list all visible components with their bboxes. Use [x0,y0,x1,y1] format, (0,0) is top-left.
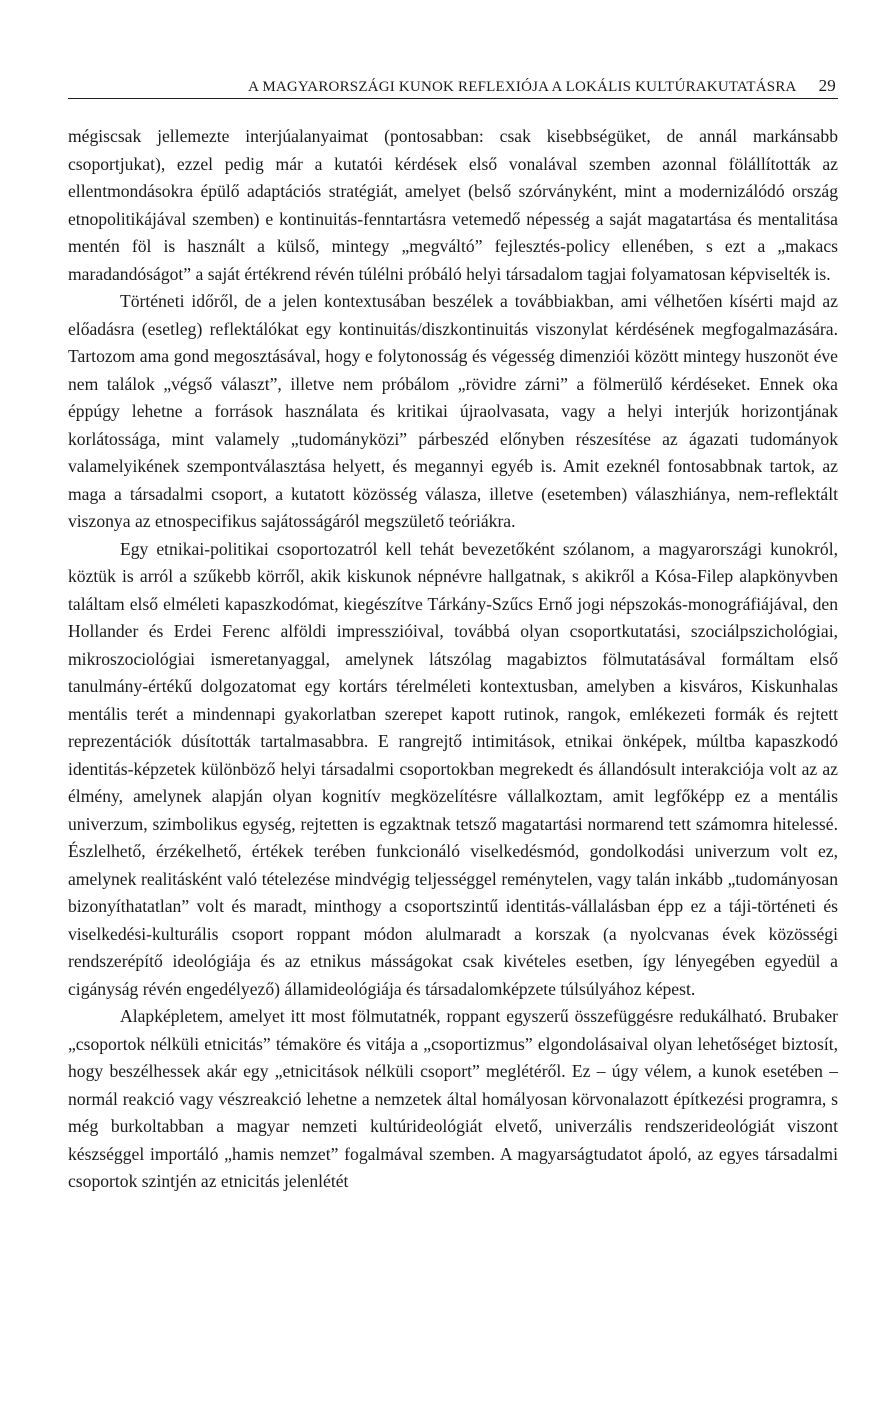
paragraph-ethnic-group: Egy etnikai-politikai csoportozatról kell tehát bevezetőként szólanom, a magyarországi kunokról, köztük is arról a szűkebb körről, akik kiskunok népnévre hallgatnak, s akikről a Kósa-Filep alapkönyvben találtam első elméleti kapaszkodómat, kiegészítve Tárkány-Szűcs Ernő jogi népszokás-monográfiájával, den Hollander és Erdei Ferenc alföldi impresszióival, továbbá olyan csoportkutatási, szociálpszichológiai, mikroszociológiai ismeretanyaggal, amelynek látszólag magabiztos fölmutatásával formáltam első tanulmány-értékű dolgozatomat egy kortárs térelméleti kontextusban, amelyben a kisváros, Kiskunhalas mentális terét a mindennapi gyakorlatban szerepet kapott rutinok, rangok, emlékezeti formák és rejtett reprezentációk dúsították tartalmasabbra. E rangrejtő intimitások, etnikai önképek, múltba kapaszkodó identitás-képzetek különböző helyi társadalmi csoportokban megrekedt és állandósult interakciója volt az az élmény, amelynek alapján olyan kognitív megközelítésre vállalkoztam, amit legfőképp ez a mentális univerzum, szimbolikus egység, rejtetten is egzaktnak tetsző magatartási normarend tett számomra hitelessé. Észlelhető, érzékelhető, értékek terében funkcionáló viselkedésmód, gondolkodási univerzum volt ez, amelynek realitásként való tételezése mindvégig teljességgel reménytelen, vagy talán inkább „tudományosan bizonyíthatatlan” volt és maradt, minthogy a csoportszintű identitás-vállalásban épp ez a táji-történeti és viselkedési-kulturális csoport roppant módon alulmaradt a korszak (a nyolcvanas évek közösségi rendszerépítő ideológiája és az etnikus másságokat csak kivételes esetben, így lényegében egyedül a cigányság révén engedélyező) államideológiája és társadalomképzete túlsúlyához képest. [68,538,838,999]
paragraph-continuation: mégiscsak jellemezte interjúalanyaimat (pontosabban: csak kisebbségüket, de annál markánsabb csoportjukat), ezzel pedig már a kutatói kérdések első vonalával szemben azonnal fölállították az ellentmondásokra épülő adaptációs stratégiát, amelyet (belső szórványként, mint a modernizálódó ország etnopolitikájával szemben) e kontinuitás-fenntartásra vetemedő népesség a saját magatartása és mentalitása mentén föl is használt a külső, mintegy „megváltó” fejlesztés-policy ellenében, s ezt a „makacs maradandóságot” a saját értékrend révén túlélni próbáló helyi társadalom tagjai folyamatosan képviselték is. [68,126,838,284]
body-text [68,123,838,1196]
paragraph-historical-time: Történeti időről, de a jelen kontextusában beszélek a továbbiakban, ami vélhetően kísérti majd az előadásra (esetleg) reflektálókat egy kontinuitás/diszkontinuitás viszonylat kérdésének megfogalmazására. Tartozom ama gond megosztásával, hogy e folytonosság és végesség dimenziói között mintegy huszonöt éve nem találok „végső választ”, illetve nem próbálom „rövidre zárni” a fölmerülő kérdéseket. Ennek oka éppúgy lehetne a források használata és kritikai újraolvasata, vagy a helyi interjúk horizontjának korlátossága, mint valamely „tudományközi” párbeszéd előnyben részesítése az ágazati tudományok valamelyikének szempontválasztása helyett, és megannyi egyéb is. Amit ezeknél fontosabbnak tartok, az maga a társadalmi csoport, a kutatott közösség válasza, illetve (esetemben) válaszhiánya, nem-reflektált viszonya az etnospecifikus sajátosságáról megszülető teóriákra. [68,291,838,531]
running-title: A MAGYARORSZÁGI KUNOK REFLEXIÓJA A LOKÁLIS KULTÚRAKUTATÁSRA [248,79,797,95]
book-page [68,76,838,1196]
page-number: 29 [818,76,836,95]
paragraph-base-formula: Alapképletem, amelyet itt most fölmutatnék, roppant egyszerű összefüggésre redukálható. Brubaker „csoportok nélküli etnicitás” témaköre és vitája a „csoportizmus” elgondolásaival olyan lehetőséget biztosít, hogy beszélhessek akár egy „etnicitások nélküli csoport” meglétéről. Ez – úgy vélem, a kunok esetében – normál reakció vagy vészreakció lehetne a nemzetek által homályosan körvonalazott építkezési programra, s még burkoltabban a magyar nemzeti kultúrideológiát elvető, univerzális rendszerideológiát viszont készséggel importáló „hamis nemzet” fogalmával szemben. A magyarságtudatot ápoló, az egyes társadalmi csoportok szintjén az etnicitás jelenlétét [68,1006,838,1191]
running-head [68,76,838,99]
